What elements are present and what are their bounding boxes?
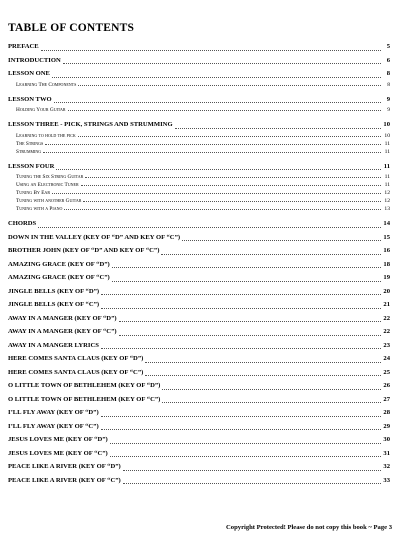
toc-entry-page-number: 15: [383, 233, 390, 241]
toc-entry-page-number: 9: [386, 95, 390, 103]
dot-leader: [123, 470, 381, 471]
toc-entry-page-number: 18: [383, 260, 390, 268]
dot-leader: [110, 443, 381, 444]
dot-leader: [112, 281, 381, 282]
toc-entry-page-number: 11: [384, 140, 390, 147]
toc-entry-label: Using an Electronic Tuner: [16, 182, 79, 188]
dot-leader: [52, 193, 381, 194]
toc-entry-label: I’LL FLY AWAY (KEY OF “D”): [8, 409, 99, 416]
toc-entries: [8, 40, 390, 487]
toc-entry-label: HERE COMES SANTA CLAUS (KEY OF “D”): [8, 355, 144, 362]
toc-entry[interactable]: [8, 231, 390, 245]
toc-entry-page-number: 11: [384, 182, 390, 188]
toc-entry-page-number: 22: [383, 314, 390, 322]
toc-entry[interactable]: [8, 420, 390, 434]
dot-leader: [54, 102, 381, 103]
toc-entry-page-number: 11: [383, 162, 390, 170]
dot-leader: [43, 152, 381, 153]
toc-entry-label: I’LL FLY AWAY (KEY OF “C”): [8, 422, 99, 430]
toc-entry[interactable]: [8, 93, 390, 107]
toc-entry-label: LESSON ONE: [8, 70, 50, 77]
toc-entry-page-number: 32: [383, 463, 390, 470]
toc-entry-page-number: 12: [384, 198, 390, 204]
dot-leader: [56, 169, 381, 170]
toc-entry-label: AMAZING GRACE (KEY OF “C”): [8, 274, 110, 281]
dot-leader: [64, 209, 381, 210]
dot-leader: [101, 308, 381, 309]
toc-entry-label: Tuning By Ear: [16, 190, 50, 196]
toc-subentry[interactable]: [8, 205, 390, 213]
toc-entry-label: Learning The Components: [16, 81, 77, 88]
toc-entry-page-number: 27: [383, 395, 390, 403]
toc-subentry[interactable]: [8, 140, 390, 148]
toc-entry-page-number: 33: [383, 476, 390, 484]
toc-entry-page-number: 31: [383, 449, 390, 457]
toc-entry-page-number: 21: [383, 301, 390, 308]
toc-entry[interactable]: [8, 460, 390, 474]
toc-subentry[interactable]: [8, 106, 390, 114]
dot-leader: [38, 227, 381, 228]
dot-leader: [101, 348, 381, 349]
toc-entry-page-number: 13: [384, 206, 390, 212]
dot-leader: [81, 185, 381, 186]
toc-entry-page-number: 10: [384, 132, 390, 139]
toc-entry-page-number: 22: [383, 328, 390, 335]
toc-entry-label: DOWN IN THE VALLEY (KEY OF “D” AND KEY OF “C”): [8, 233, 181, 241]
toc-title: TABLE OF CONTENTS: [8, 22, 135, 34]
toc-entry-label: Strumming: [16, 148, 42, 155]
toc-entry-page-number: 25: [383, 368, 390, 376]
toc-entry-page-number: 5: [386, 43, 390, 50]
toc-entry[interactable]: [8, 312, 390, 326]
dot-leader: [101, 429, 381, 430]
toc-entry[interactable]: [8, 366, 390, 380]
toc-entry-label: AMAZING GRACE (KEY OF “D”): [8, 260, 110, 268]
toc-subentry[interactable]: [8, 132, 390, 140]
toc-entry-page-number: 10: [383, 121, 390, 128]
toc-entry-label: BROTHER JOHN (KEY OF “D” AND KEY OF “C”): [8, 247, 160, 254]
toc-entry[interactable]: [8, 298, 390, 312]
toc-entry-page-number: 28: [383, 409, 390, 416]
toc-entry-label: CHORDS: [8, 220, 37, 227]
toc-entry-label: PEACE LIKE A RIVER (KEY OF “C”): [8, 476, 121, 484]
toc-subentry[interactable]: [8, 148, 390, 156]
toc-entry-label: The Strings: [16, 140, 44, 147]
toc-entry-label: JESUS LOVES ME (KEY OF “C”): [8, 449, 108, 457]
toc-entry-page-number: 24: [383, 355, 390, 362]
toc-entry-label: INTRODUCTION: [8, 56, 61, 64]
toc-entry[interactable]: [8, 54, 390, 68]
toc-entry-page-number: 11: [384, 174, 390, 180]
toc-entry-page-number: 19: [383, 274, 390, 281]
toc-subentry[interactable]: [8, 189, 390, 197]
toc-entry[interactable]: [8, 433, 390, 447]
dot-leader: [45, 144, 381, 145]
toc-entry[interactable]: [8, 393, 390, 407]
toc-entry-page-number: 30: [383, 436, 390, 443]
dot-leader: [112, 267, 381, 268]
toc-entry-label: Tuning the Six String Guitar: [16, 174, 84, 180]
toc-entry-page-number: 11: [384, 148, 390, 155]
dot-leader: [63, 63, 381, 64]
toc-entry-page-number: 6: [386, 56, 390, 64]
toc-entry[interactable]: [8, 160, 390, 174]
toc-entry[interactable]: [8, 325, 390, 339]
toc-entry-page-number: 8: [387, 81, 390, 88]
toc-entry[interactable]: [8, 67, 390, 81]
dot-leader: [123, 483, 381, 484]
toc-entry-label: JINGLE BELLS (KEY OF “D”): [8, 287, 100, 295]
toc-entry[interactable]: [8, 285, 390, 299]
toc-entry-page-number: 26: [383, 382, 390, 389]
toc-entry-label: Tuning with a Piano: [16, 206, 63, 212]
toc-entry[interactable]: [8, 244, 390, 258]
toc-entry-page-number: 20: [383, 287, 390, 295]
toc-entry-label: PEACE LIKE A RIVER (KEY OF “D”): [8, 463, 121, 470]
toc-entry[interactable]: [8, 40, 390, 54]
toc-entry[interactable]: [8, 474, 390, 488]
toc-entry-page-number: 29: [383, 422, 390, 430]
toc-entry[interactable]: [8, 339, 390, 353]
toc-subentry[interactable]: [8, 197, 390, 205]
toc-entry[interactable]: [8, 379, 390, 393]
dot-leader: [161, 254, 381, 255]
toc-entry-label: JINGLE BELLS (KEY OF “C”): [8, 301, 100, 308]
toc-subentry[interactable]: [8, 81, 390, 89]
toc-entry[interactable]: [8, 352, 390, 366]
dot-leader: [83, 201, 381, 202]
toc-entry-label: AWAY IN A MANGER (KEY OF “C”): [8, 328, 117, 335]
toc-subentry[interactable]: [8, 173, 390, 181]
dot-leader: [145, 375, 381, 376]
toc-entry-label: Holding Your Guitar: [16, 107, 66, 113]
dot-leader: [119, 335, 381, 336]
dot-leader: [101, 294, 381, 295]
dot-leader: [85, 177, 381, 178]
toc-entry-label: PREFACE: [8, 43, 39, 50]
toc-entry-label: LESSON TWO: [8, 95, 52, 103]
toc-entry-page-number: 16: [383, 247, 390, 254]
toc-entry[interactable]: [8, 217, 390, 231]
toc-entry[interactable]: [8, 271, 390, 285]
toc-entry[interactable]: [8, 118, 390, 132]
dot-leader: [182, 240, 381, 241]
dot-leader: [68, 110, 381, 111]
page-footer: Copyright Protected! Please do not copy this book ~ Page 3: [226, 524, 392, 531]
toc-entry-label: Tuning with another Guitar: [16, 198, 82, 204]
dot-leader: [162, 389, 381, 390]
dot-leader: [78, 85, 381, 86]
dot-leader: [145, 362, 381, 363]
toc-entry-page-number: 12: [384, 190, 390, 196]
dot-leader: [110, 456, 381, 457]
dot-leader: [119, 321, 381, 322]
toc-entry-label: O LITTLE TOWN OF BETHLEHEM (KEY OF “D”): [8, 382, 161, 389]
toc-entry-label: LESSON FOUR: [8, 162, 55, 170]
toc-entry-label: O LITTLE TOWN OF BETHLEHEM (KEY OF “C”): [8, 395, 161, 403]
toc-subentry[interactable]: [8, 181, 390, 189]
toc-entry[interactable]: [8, 447, 390, 461]
toc-entry[interactable]: [8, 406, 390, 420]
toc-entry-label: HERE COMES SANTA CLAUS (KEY OF “C”): [8, 368, 144, 376]
toc-entry-label: AWAY IN A MANGER (KEY OF “D”): [8, 314, 117, 322]
dot-leader: [52, 77, 381, 78]
toc-entry-label: JESUS LOVES ME (KEY OF “D”): [8, 436, 108, 443]
dot-leader: [78, 136, 381, 137]
toc-entry-label: AWAY IN A MANGER LYRICS: [8, 341, 99, 349]
toc-entry-page-number: 8: [386, 70, 390, 77]
dot-leader: [162, 402, 381, 403]
dot-leader: [41, 50, 381, 51]
toc-entry-page-number: 23: [383, 341, 390, 349]
toc-entry-label: Learning to hold the pick: [16, 132, 76, 139]
toc-entry-label: LESSON THREE - PICK, STRINGS AND STRUMMING: [8, 121, 173, 128]
dot-leader: [175, 128, 381, 129]
toc-entry-page-number: 9: [387, 107, 390, 113]
toc-entry-page-number: 14: [383, 220, 390, 227]
toc-entry[interactable]: [8, 258, 390, 272]
dot-leader: [101, 416, 381, 417]
